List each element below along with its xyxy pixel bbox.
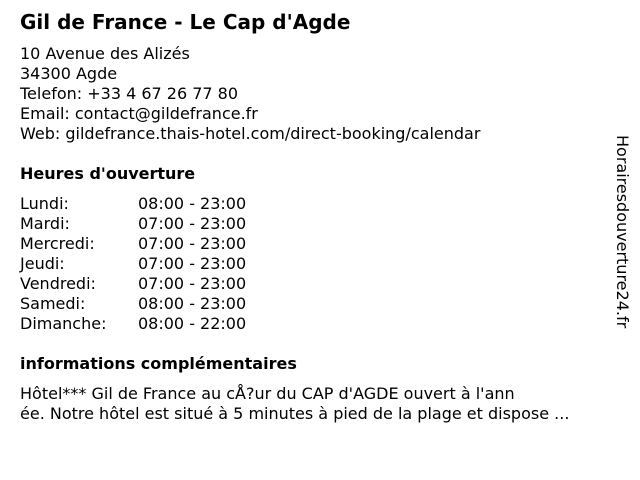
hours-time: 07:00 - 23:00 (138, 274, 247, 293)
business-name: Gil de France - Le Cap d'Agde (20, 10, 351, 34)
additional-info-line-1: Hôtel*** Gil de France au cÅ?ur du CAP d'AGDE ouvert à l'ann (20, 384, 515, 403)
hours-time: 08:00 - 23:00 (138, 294, 247, 313)
hours-day: Lundi: (20, 194, 69, 213)
hours-day: Vendredi: (20, 274, 96, 293)
site-watermark: Horairesdouverture24.fr (613, 135, 632, 329)
hours-row-tuesday (20, 214, 268, 234)
hours-row-wednesday (20, 234, 268, 254)
contact-block (20, 44, 480, 144)
opening-hours-table (20, 194, 268, 334)
additional-info-heading: informations complémentaires (20, 354, 297, 373)
hours-day: Mardi: (20, 214, 70, 233)
additional-info-text (20, 384, 620, 424)
additional-info-line-2: ée. Notre hôtel est situé à 5 minutes à pied de la plage et dispose ... (20, 404, 570, 423)
hours-time: 07:00 - 23:00 (138, 214, 247, 233)
hours-day: Samedi: (20, 294, 86, 313)
hours-row-thursday (20, 254, 268, 274)
address-street: 10 Avenue des Alizés (20, 44, 190, 63)
hours-row-saturday (20, 294, 268, 314)
hours-time: 07:00 - 23:00 (138, 254, 247, 273)
website-link[interactable]: Web: gildefrance.thais-hotel.com/direct-booking/calendar (20, 124, 481, 143)
hours-time: 07:00 - 23:00 (138, 234, 247, 253)
hours-time: 08:00 - 22:00 (138, 314, 247, 333)
phone-number[interactable]: Telefon: +33 4 67 26 77 80 (20, 84, 239, 103)
hours-time: 08:00 - 23:00 (138, 194, 247, 213)
address-city: 34300 Agde (20, 64, 118, 83)
hours-day: Jeudi: (20, 254, 65, 273)
hours-row-friday (20, 274, 268, 294)
opening-hours-heading: Heures d'ouverture (20, 164, 196, 183)
hours-day: Mercredi: (20, 234, 95, 253)
hours-row-sunday (20, 314, 268, 334)
hours-row-monday (20, 194, 268, 214)
email-address[interactable]: Email: contact@gildefrance.fr (20, 104, 258, 123)
hours-day: Dimanche: (20, 314, 107, 333)
